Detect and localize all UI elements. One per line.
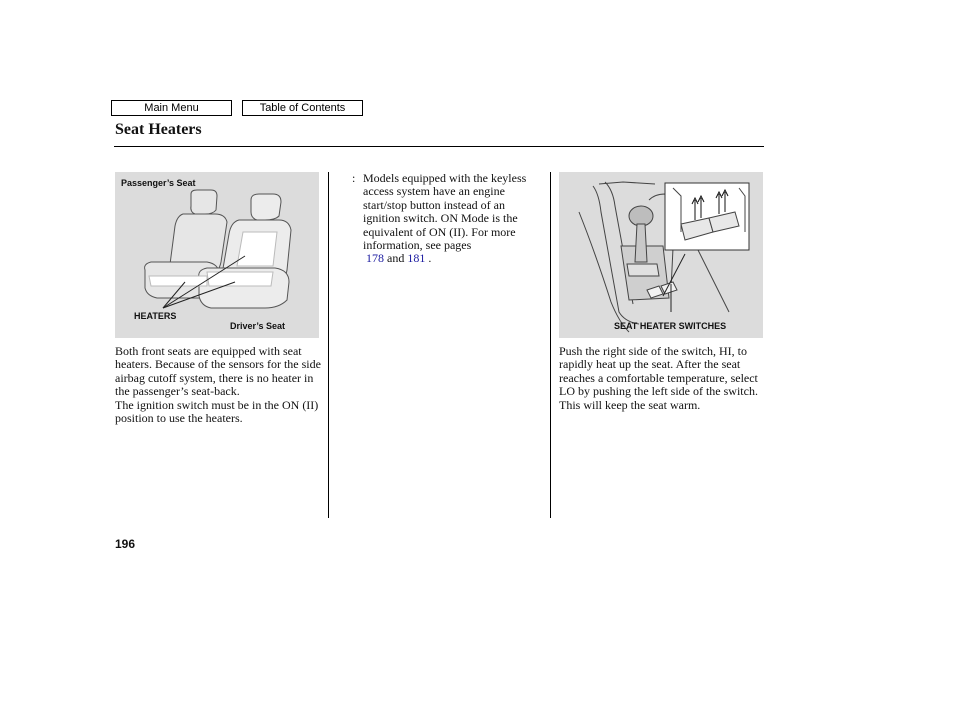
table-of-contents-button[interactable]: Table of Contents — [242, 100, 363, 116]
page-title: Seat Heaters — [115, 121, 202, 138]
console-illustration — [559, 172, 763, 338]
main-menu-button[interactable]: Main Menu — [111, 100, 232, 116]
title-rule — [114, 146, 764, 147]
note-text: Models equipped with the keyless access system have an engine start/stop button instead of an ignition switch. ON Mode is the equivalent of ON (II). For more information, see pages — [363, 171, 527, 253]
note-and: and — [387, 251, 405, 266]
page-link-181[interactable]: 181 — [407, 251, 426, 266]
right-column-text — [559, 345, 765, 412]
seat-heaters-intro: Both front seats are equipped with seat heaters. Because of the sensors for the side airbag cutoff system, there is no heater in the passenger’s seat-back. — [115, 344, 321, 399]
switch-instructions: Push the right side of the switch, HI, to rapidly heat up the seat. After the seat reaches a comfortable temperature, select LO by pushing the left side of the switch. This will keep the seat warm. — [559, 344, 758, 412]
keyless-note — [352, 172, 542, 266]
seat-heaters-figure — [115, 172, 319, 338]
column-divider-left — [328, 172, 329, 518]
note-end: . — [428, 251, 432, 266]
seat-heater-switches-figure — [559, 172, 763, 338]
column-divider-right — [550, 172, 551, 518]
page-link-178[interactable]: 178 — [366, 251, 384, 266]
ignition-requirement: The ignition switch must be in the ON (II) position to use the heaters. — [115, 397, 319, 426]
note-marker: : — [352, 171, 356, 185]
page-number: 196 — [115, 537, 136, 551]
seat-heater-switches-label: SEAT HEATER SWITCHES — [614, 321, 727, 331]
passenger-seat-label: Passenger’s Seat — [121, 178, 196, 188]
left-column-text — [115, 345, 321, 425]
heaters-label: HEATERS — [134, 311, 177, 321]
driver-seat-label: Driver’s Seat — [230, 321, 286, 331]
